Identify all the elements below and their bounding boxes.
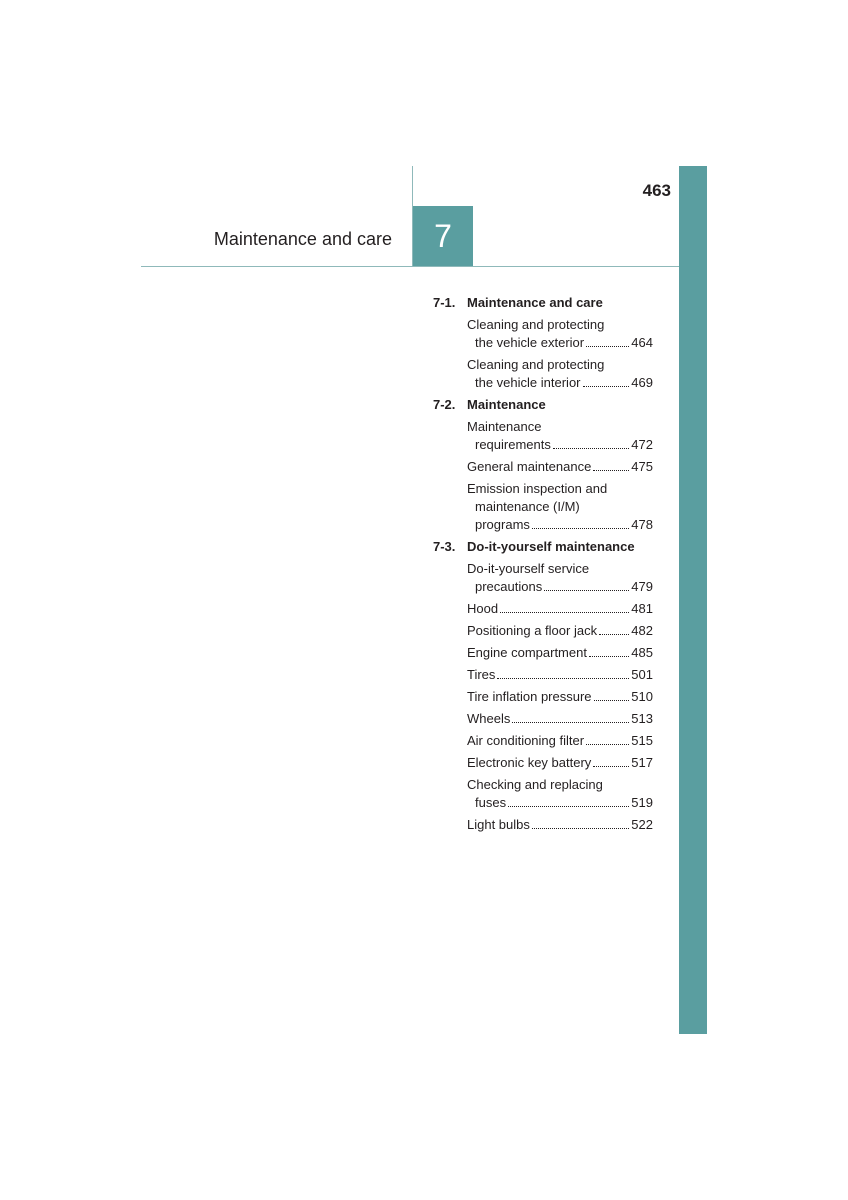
section-number: 7-3. bbox=[433, 539, 456, 554]
entry-text-line: Light bulbs bbox=[467, 817, 530, 832]
dot-leader bbox=[586, 334, 629, 347]
dot-leader bbox=[583, 374, 630, 387]
entry-final-line bbox=[467, 794, 653, 812]
toc-entry[interactable] bbox=[467, 480, 653, 534]
dot-leader bbox=[599, 622, 629, 635]
toc-section-heading[interactable] bbox=[433, 396, 653, 414]
toc-entry[interactable] bbox=[467, 754, 653, 772]
entry-page-number: 517 bbox=[631, 755, 653, 770]
toc-section-heading[interactable] bbox=[433, 294, 653, 312]
entry-page-number: 472 bbox=[631, 437, 653, 452]
entry-text-line: Do-it-yourself service bbox=[467, 561, 590, 576]
toc-entry[interactable] bbox=[467, 622, 653, 640]
entry-text-line: fuses bbox=[475, 795, 507, 810]
entry-final-line bbox=[467, 688, 653, 706]
entry-page-number: 485 bbox=[631, 645, 653, 660]
toc-entry[interactable] bbox=[467, 458, 653, 476]
section-title: Maintenance and care bbox=[467, 295, 603, 310]
entry-text-line: Tires bbox=[467, 667, 496, 682]
toc-entry[interactable] bbox=[467, 816, 653, 834]
entry-text-line: Engine compartment bbox=[467, 645, 587, 660]
toc-entry[interactable] bbox=[467, 688, 653, 706]
entry-final-line bbox=[467, 710, 653, 728]
entry-text-line: Hood bbox=[467, 601, 499, 616]
chapter-number-box: 7 bbox=[413, 206, 473, 266]
entry-page-number: 469 bbox=[631, 375, 653, 390]
dot-leader bbox=[500, 600, 629, 613]
entry-page-number: 513 bbox=[631, 711, 653, 726]
toc-section-heading[interactable] bbox=[433, 538, 653, 556]
entry-text-line: Cleaning and protecting bbox=[467, 357, 605, 372]
entry-text-line: General maintenance bbox=[467, 459, 592, 474]
dot-leader bbox=[512, 710, 629, 723]
dot-leader bbox=[553, 436, 629, 449]
entry-final-line bbox=[467, 666, 653, 684]
dot-leader bbox=[589, 644, 629, 657]
chapter-side-tab bbox=[679, 166, 707, 1034]
entry-page-number: 481 bbox=[631, 601, 653, 616]
entry-page-number: 519 bbox=[631, 795, 653, 810]
toc-entry[interactable] bbox=[467, 710, 653, 728]
entry-page-number: 478 bbox=[631, 517, 653, 532]
dot-leader bbox=[593, 458, 629, 471]
section-number: 7-1. bbox=[433, 295, 456, 310]
dot-leader bbox=[508, 794, 629, 807]
section-title: Maintenance bbox=[467, 397, 546, 412]
entry-page-number: 515 bbox=[631, 733, 653, 748]
entry-final-line bbox=[467, 754, 653, 772]
dot-leader bbox=[532, 816, 629, 829]
entry-page-number: 475 bbox=[631, 459, 653, 474]
entry-text-line: requirements bbox=[475, 437, 551, 452]
entry-text-line: Emission inspection and bbox=[467, 481, 608, 496]
entry-final-line bbox=[467, 732, 653, 750]
entry-page-number: 522 bbox=[631, 817, 653, 832]
entry-text-line: Maintenance bbox=[467, 419, 542, 434]
toc-entry[interactable] bbox=[467, 776, 653, 812]
entry-text-line: Checking and replacing bbox=[467, 777, 603, 792]
toc-entry[interactable] bbox=[467, 732, 653, 750]
dot-leader bbox=[594, 688, 630, 701]
toc-entry[interactable] bbox=[467, 666, 653, 684]
entry-text-line: Positioning a floor jack bbox=[467, 623, 598, 638]
entry-text-line: Air conditioning filter bbox=[467, 733, 585, 748]
entry-page-number: 479 bbox=[631, 579, 653, 594]
section-number: 7-2. bbox=[433, 397, 456, 412]
dot-leader bbox=[532, 516, 629, 529]
entry-final-line bbox=[467, 458, 653, 476]
header-horizontal-rule bbox=[141, 266, 679, 267]
entry-text-line: maintenance (I/M) bbox=[475, 499, 580, 514]
section-title: Do-it-yourself maintenance bbox=[467, 539, 635, 554]
entry-final-line bbox=[467, 816, 653, 834]
dot-leader bbox=[593, 754, 629, 767]
table-of-contents bbox=[433, 294, 653, 834]
toc-entry[interactable] bbox=[467, 560, 653, 596]
entry-text-line: programs bbox=[475, 517, 530, 532]
entry-text-line: the vehicle exterior bbox=[475, 335, 585, 350]
entry-page-number: 482 bbox=[631, 623, 653, 638]
dot-leader bbox=[497, 666, 629, 679]
entry-page-number: 464 bbox=[631, 335, 653, 350]
entry-final-line bbox=[467, 516, 653, 534]
entry-text-line: Electronic key battery bbox=[467, 755, 592, 770]
toc-entry[interactable] bbox=[467, 600, 653, 618]
entry-final-line bbox=[467, 334, 653, 352]
toc-entry[interactable] bbox=[467, 418, 653, 454]
entry-page-number: 510 bbox=[631, 689, 653, 704]
entry-text-line: precautions bbox=[475, 579, 543, 594]
entry-final-line bbox=[467, 600, 653, 618]
toc-entry[interactable] bbox=[467, 644, 653, 662]
toc-entry[interactable] bbox=[467, 356, 653, 392]
chapter-title: Maintenance and care bbox=[213, 229, 392, 249]
entry-text-line: Cleaning and protecting bbox=[467, 317, 605, 332]
dot-leader bbox=[544, 578, 629, 591]
entry-text-line: Tire inflation pressure bbox=[467, 689, 592, 704]
page-number: 463 bbox=[642, 181, 671, 200]
toc-entry[interactable] bbox=[467, 316, 653, 352]
entry-final-line bbox=[467, 578, 653, 596]
entry-final-line bbox=[467, 374, 653, 392]
entry-final-line bbox=[467, 622, 653, 640]
entry-page-number: 501 bbox=[631, 667, 653, 682]
entry-text-line: the vehicle interior bbox=[475, 375, 581, 390]
entry-final-line bbox=[467, 644, 653, 662]
entry-final-line bbox=[467, 436, 653, 454]
entry-text-line: Wheels bbox=[467, 711, 511, 726]
dot-leader bbox=[586, 732, 629, 745]
